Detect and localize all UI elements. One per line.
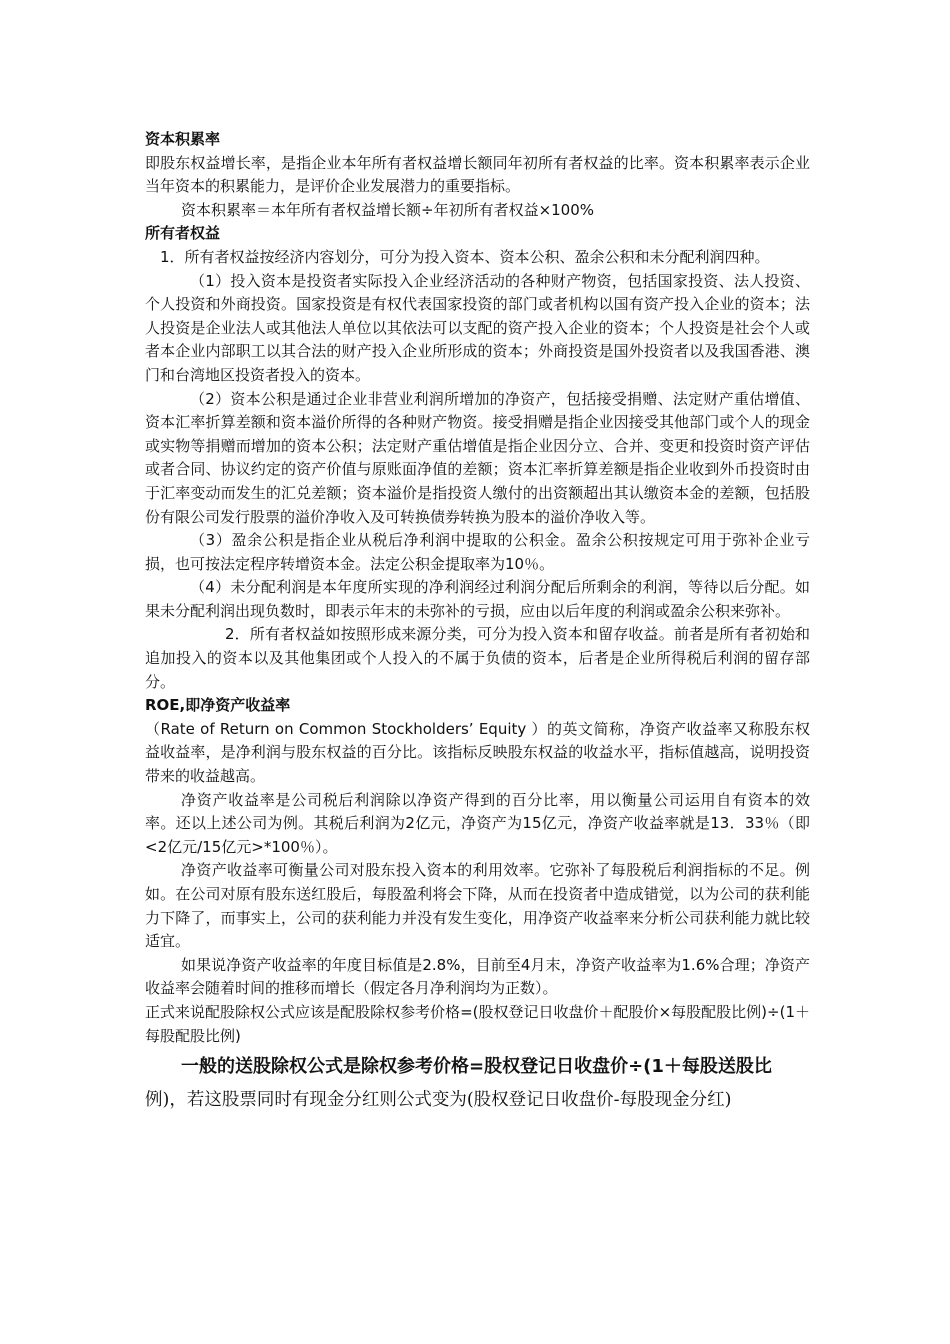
formula: 资本积累率＝本年所有者权益增长额÷年初所有者权益×100% bbox=[181, 200, 595, 219]
paragraph: 即股东权益增长率，是指企业本年所有者权益增长额同年初所有者权益的比率。资本积累率表示企业当年资本的积累能力，是评价企业发展潜力的重要指标。 bbox=[145, 153, 810, 196]
paragraph: 1．所有者权益按经济内容划分，可分为投入资本、资本公积、盈余公积和未分配利润四种。 bbox=[160, 247, 770, 266]
paragraph: 如果说净资产收益率的年度目标值是2.8%，目前至4月末，净资产收益率为1.6%合理；净资产收益率会随着时间的推移而增长（假定各月净利润均为正数）。 bbox=[145, 955, 810, 998]
section-heading: 资本积累率 bbox=[145, 130, 221, 148]
paragraph: （1）投入资本是投资者实际投入企业经济活动的各种财产物资，包括国家投资、法人投资、个人投资和外商投资。国家投资是有权代表国家投资的部门或者机构以国有资产投入企业的资本；法人投资是企业法人或其他法人单位以其依法可以支配的资产投入企业的资本；个人投资是社会个人或者本企业内部职工以其合法的财产投入企业所形成的资本；外商投资是国外投资者以及我国香港、澳门和台湾地区投资者投入的资本。 bbox=[145, 271, 810, 384]
section-heading: 所有者权益 bbox=[145, 224, 221, 243]
paragraph: （4）未分配利润是本年度所实现的净利润经过利润分配后所剩余的利润，等待以后分配。如果未分配利润出现负数时，即表示年末的未弥补的亏损，应由以后年度的利润或盈余公积来弥补。 bbox=[145, 578, 810, 620]
paragraph-large bbox=[145, 1053, 810, 1081]
paragraph: （3）盈余公积是指企业从税后净利润中提取的公积金。盈余公积按规定可用于弥补企业亏损，也可按法定程序转增资本金。法定公积金提取率为10％。 bbox=[145, 531, 810, 573]
paragraph: 净资产收益率可衡量公司对股东投入资本的利用效率。它弥补了每股税后利润指标的不足。例如。在公司对原有股东送红股后，每股盈利将会下降，从而在投资者中造成错觉，以为公司的获利能力下降了，而事实上，公司的获利能力并没有发生变化，用净资产收益率来分析公司获利能力就比较适宜。 bbox=[145, 861, 810, 951]
bold-text: 一般的送股除权公式是除权参考价格=股权登记日收盘价÷(1＋每股送股比 bbox=[181, 1056, 772, 1078]
paragraph: 正式来说配股除权公式应该是配股除权参考价格=(股权登记日收盘价＋配股价×每股配股比例)÷(1＋每股配股比例) bbox=[145, 1002, 810, 1045]
paragraph-large: 例)，若这股票同时有现金分红则公式变为(股权登记日收盘价-每股现金分红) bbox=[145, 1090, 732, 1111]
paragraph: （Rate of Return on Common Stockholders’ Equity ）的英文简称，净资产收益率又称股东权益收益率，是净利润与股东权益的百分比。该指标反映股东权益的收益水平，指标值越高，说明投资带来的收益越高。 bbox=[145, 719, 810, 786]
document-page bbox=[145, 128, 810, 1114]
paragraph: 净资产收益率是公司税后利润除以净资产得到的百分比率，用以衡量公司运用自有资本的效率。还以上述公司为例。其税后利润为2亿元，净资产为15亿元，净资产收益率就是13．33％（即<2亿元/15亿元>*100％）。 bbox=[145, 790, 810, 856]
section-heading: ROE,即净资产收益率 bbox=[145, 696, 291, 715]
paragraph: 2．所有者权益如按照形成来源分类，可分为投入资本和留存收益。前者是所有者初始和追加投入的资本以及其他集团或个人投入的不属于负债的资本，后者是企业所得税后利润的留存部分。 bbox=[145, 625, 810, 691]
paragraph: （2）资本公积是通过企业非营业利润所增加的净资产，包括接受捐赠、法定财产重估增值、资本汇率折算差额和资本溢价所得的各种财产物资。接受捐赠是指企业因接受其他部门或个人的现金或实物等捐赠而增加的资本公积；法定财产重估增值是指企业因分立、合并、变更和投资时资产评估或者合同、协议约定的资产价值与原账面净值的差额；资本汇率折算差额是指企业收到外币投资时由于汇率变动而发生的汇兑差额；资本溢价是指投资人缴付的出资额超出其认缴资本金的差额，包括股份有限公司发行股票的溢价净收入及可转换债券转换为股本的溢价净收入等。 bbox=[145, 389, 810, 526]
